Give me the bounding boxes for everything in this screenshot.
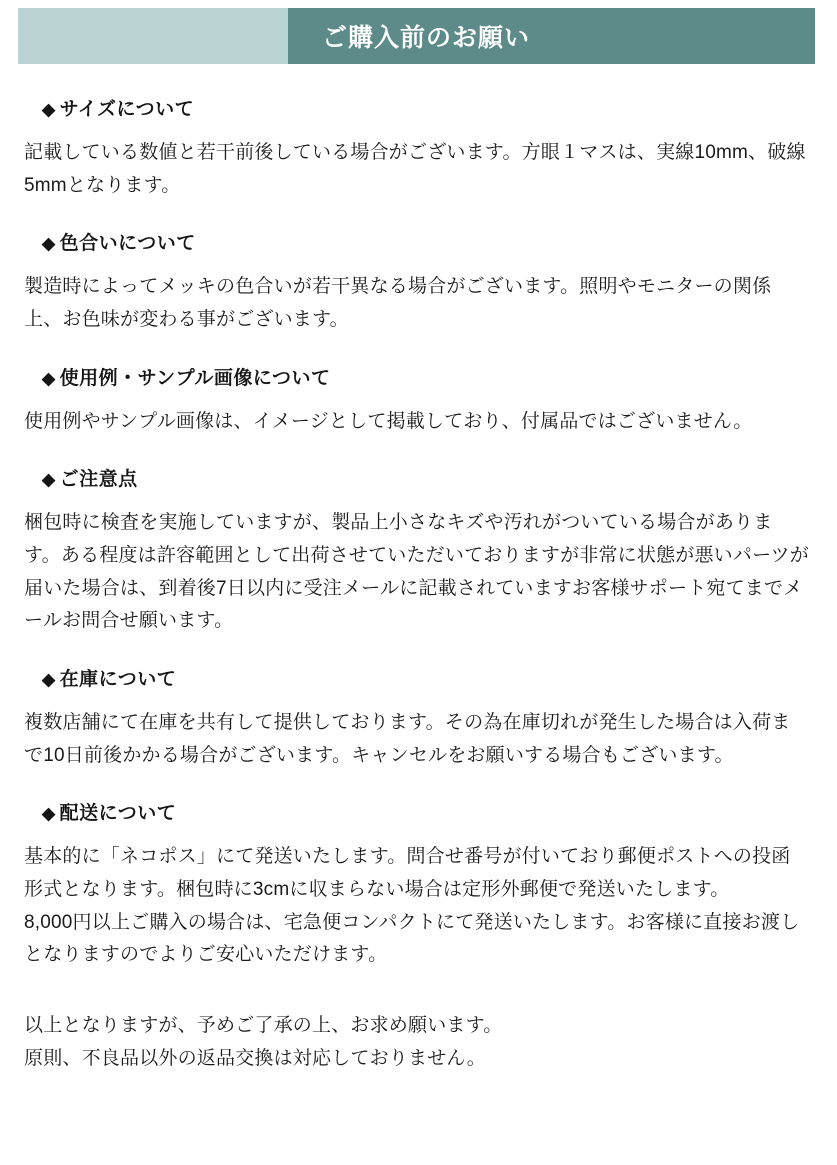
section-stock-body — [24, 707, 809, 772]
diamond-bullet-icon: ◆ — [42, 234, 56, 254]
diamond-bullet-icon: ◆ — [42, 368, 56, 388]
section-shipping-heading — [24, 798, 809, 825]
diamond-bullet-icon: ◆ — [42, 470, 56, 490]
diamond-bullet-icon: ◆ — [42, 670, 56, 690]
notice-content — [18, 94, 815, 1075]
section-size-heading — [24, 94, 809, 121]
section-shipping-heading-text: 配送について — [59, 803, 177, 825]
section-stock-heading-text: 在庫について — [59, 669, 177, 691]
section-caution-heading — [24, 464, 809, 491]
section-caution-body — [24, 507, 809, 638]
section-size-heading-text: サイズについて — [59, 99, 195, 120]
section-sample-image-paragraph: 使用例やサンプル画像は、イメージとして掲載しており、付属品ではございません。 — [24, 410, 753, 432]
section-sample-image — [24, 363, 809, 439]
section-size-paragraph: 記載している数値と若干前後している場合がございます。方眼１マスは、実線10mm、破線5mmとなります。 — [24, 142, 806, 196]
page-title: ご購入前のお願い — [322, 24, 531, 52]
product-notice-page — [0, 8, 837, 1165]
header-accent-block — [18, 8, 288, 64]
diamond-bullet-icon: ◆ — [42, 100, 56, 119]
section-shipping — [24, 798, 809, 972]
section-color-paragraph: 製造時によってメッキの色合いが若干異なる場合がございます。照明やモニターの関係上、お色味が変わる事がございます。 — [24, 276, 772, 331]
diamond-bullet-icon: ◆ — [42, 804, 56, 824]
section-caution-heading-text: ご注意点 — [59, 469, 138, 491]
section-color-heading-text: 色合いについて — [59, 233, 196, 255]
closing-line-1: 以上となりますが、予めご了承の上、お求め願います。 — [24, 1015, 503, 1037]
section-stock-heading — [24, 664, 809, 691]
section-shipping-paragraph-1: 基本的に「ネコポス」にて発送いたします。問合せ番号が付いており郵便ポストへの投函形式となります。梱包時に3cmに収まらない場合は定形外郵便で発送いたします。 — [24, 846, 791, 901]
header-band — [18, 8, 815, 64]
section-color-heading — [24, 228, 809, 255]
section-size-body — [24, 137, 809, 202]
section-sample-image-body — [24, 406, 809, 439]
header-title-block — [288, 8, 815, 64]
section-shipping-body — [24, 841, 809, 972]
section-sample-image-heading-text: 使用例・サンプル画像について — [59, 367, 331, 389]
section-stock — [24, 664, 809, 772]
section-caution-paragraph: 梱包時に検査を実施していますが、製品上小さなキズや汚れがついている場合があります。ある程度は許容範囲として出荷させていただいておりますが非常に状態が悪いパーツが届いた場合は、到着後7日以内に受注メールに記載されていますお客様サポート宛てまでメールお問合せ願います。 — [24, 512, 809, 632]
closing-line-2: 原則、不良品以外の返品交換は対応しておりません。 — [24, 1047, 486, 1069]
closing-note — [24, 1010, 809, 1075]
section-color-body — [24, 271, 809, 336]
section-sample-image-heading — [24, 363, 809, 390]
section-size — [24, 94, 809, 202]
section-color — [24, 228, 809, 336]
section-stock-paragraph: 複数店舗にて在庫を共有して提供しております。その為在庫切れが発生した場合は入荷まで10日前後かかる場合がございます。キャンセルをお願いする場合もございます。 — [24, 712, 791, 766]
section-caution — [24, 464, 809, 638]
section-shipping-paragraph-2: 8,000円以上ご購入の場合は、宅急便コンパクトにて発送いたします。お客様に直接お渡しとなりますのでよりご安心いただけます。 — [24, 911, 800, 966]
